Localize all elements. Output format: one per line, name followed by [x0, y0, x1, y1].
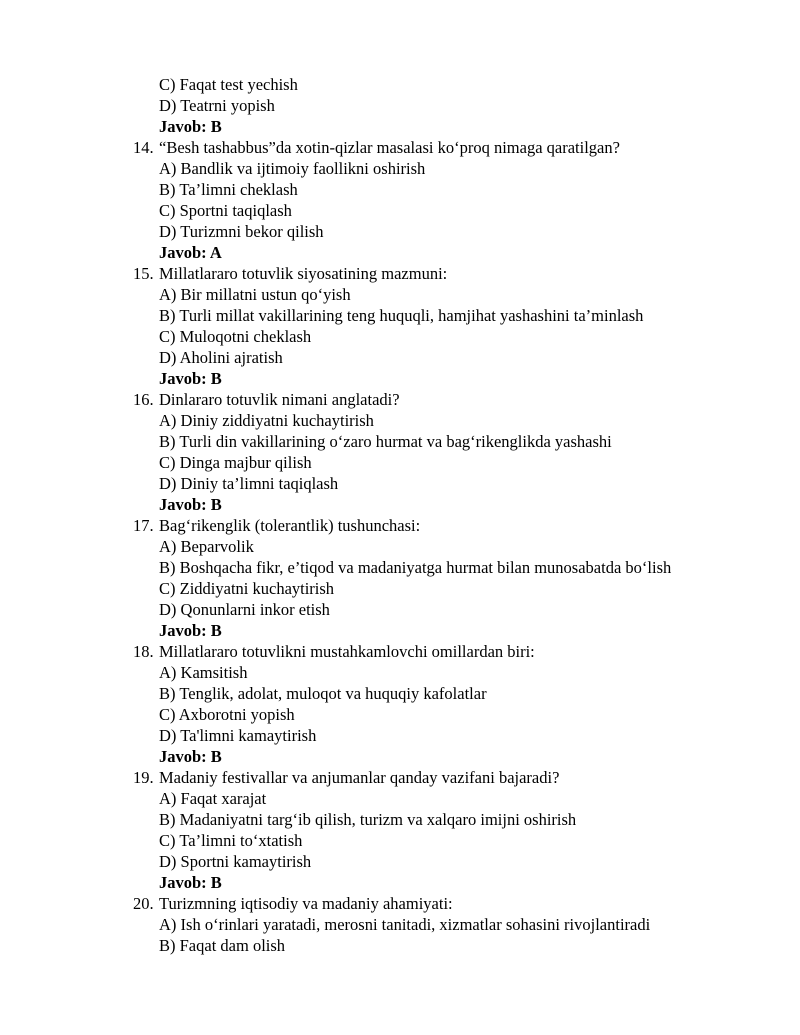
question-block [0, 137, 800, 263]
question-number: 18. [133, 642, 154, 661]
question-number: 16. [133, 390, 154, 409]
question-line [0, 893, 800, 914]
option-line: D) Teatrni yopish [159, 96, 275, 115]
question-number: 17. [133, 516, 154, 535]
question-block [0, 767, 800, 893]
option-line: D) Qonunlarni inkor etish [159, 600, 330, 619]
question-text: Dinlararo totuvlik nimani anglatadi? [159, 390, 400, 409]
question-number: 20. [133, 894, 154, 913]
option-line: A) Bandlik va ijtimoiy faollikni oshirish [159, 159, 426, 178]
option-line: B) Ta’limni cheklash [159, 180, 298, 199]
question-number: 14. [133, 138, 154, 157]
option-line: D) Ta'limni kamaytirish [159, 726, 317, 745]
question-line [0, 641, 800, 662]
option-line: C) Ta’limni to‘xtatish [159, 831, 303, 850]
option-line: C) Ziddiyatni kuchaytirish [159, 579, 335, 598]
question-line [0, 263, 800, 284]
option-line: D) Diniy ta’limni taqiqlash [159, 474, 339, 493]
question-block [0, 263, 800, 389]
option-line: D) Aholini ajratish [159, 348, 283, 367]
option-line: A) Bir millatni ustun qo‘yish [159, 285, 351, 304]
answer-line: Javob: B [159, 369, 222, 388]
question-text: Bag‘rikenglik (tolerantlik) tushunchasi: [159, 516, 421, 535]
option-line: D) Sportni kamaytirish [159, 852, 312, 871]
option-line: A) Faqat xarajat [159, 789, 267, 808]
question-line [0, 515, 800, 536]
option-line: C) Muloqotni cheklash [159, 327, 312, 346]
option-line: A) Beparvolik [159, 537, 254, 556]
question-number: 15. [133, 264, 154, 283]
option-line: C) Faqat test yechish [159, 75, 298, 94]
answer-line: Javob: A [159, 243, 222, 262]
question-line [0, 767, 800, 788]
option-line: B) Turli din vakillarining o‘zaro hurmat va bag‘rikenglikda yashashi [159, 432, 612, 451]
answer-line: Javob: B [159, 117, 222, 136]
option-line: B) Faqat dam olish [159, 936, 286, 955]
option-line: D) Turizmni bekor qilish [159, 222, 324, 241]
option-line: A) Diniy ziddiyatni kuchaytirish [159, 411, 374, 430]
option-line: B) Boshqacha fikr, e’tiqod va madaniyatga hurmat bilan munosabatda bo‘lish [159, 558, 672, 577]
question-line [0, 389, 800, 410]
answer-line: Javob: B [159, 621, 222, 640]
answer-line: Javob: B [159, 495, 222, 514]
answer-line: Javob: B [159, 747, 222, 766]
option-line: C) Axborotni yopish [159, 705, 295, 724]
question-block [0, 893, 800, 956]
answer-line: Javob: B [159, 873, 222, 892]
question-list [0, 137, 800, 956]
question-line [0, 137, 800, 158]
question-text: “Besh tashabbus”da xotin-qizlar masalasi ko‘proq nimaga qaratilgan? [159, 138, 620, 157]
option-line: B) Madaniyatni targ‘ib qilish, turizm va xalqaro imijni oshirish [159, 810, 577, 829]
question-number: 19. [133, 768, 154, 787]
option-line: A) Kamsitish [159, 663, 248, 682]
question-block [0, 641, 800, 767]
question-text: Madaniy festivallar va anjumanlar qanday vazifani bajaradi? [159, 768, 560, 787]
option-line: C) Sportni taqiqlash [159, 201, 292, 220]
question-text: Millatlararo totuvlik siyosatining mazmuni: [159, 264, 448, 283]
question-text: Millatlararo totuvlikni mustahkamlovchi omillardan biri: [159, 642, 535, 661]
question-block [0, 389, 800, 515]
question-block [0, 515, 800, 641]
question-text: Turizmning iqtisodiy va madaniy ahamiyati: [159, 894, 453, 913]
document-page [0, 74, 800, 956]
option-line: A) Ish o‘rinlari yaratadi, merosni tanitadi, xizmatlar sohasini rivojlantiradi [159, 915, 651, 934]
option-line: B) Tenglik, adolat, muloqot va huquqiy kafolatlar [159, 684, 487, 703]
option-line: B) Turli millat vakillarining teng huquqli, hamjihat yashashini ta’minlash [159, 306, 644, 325]
option-line: C) Dinga majbur qilish [159, 453, 312, 472]
